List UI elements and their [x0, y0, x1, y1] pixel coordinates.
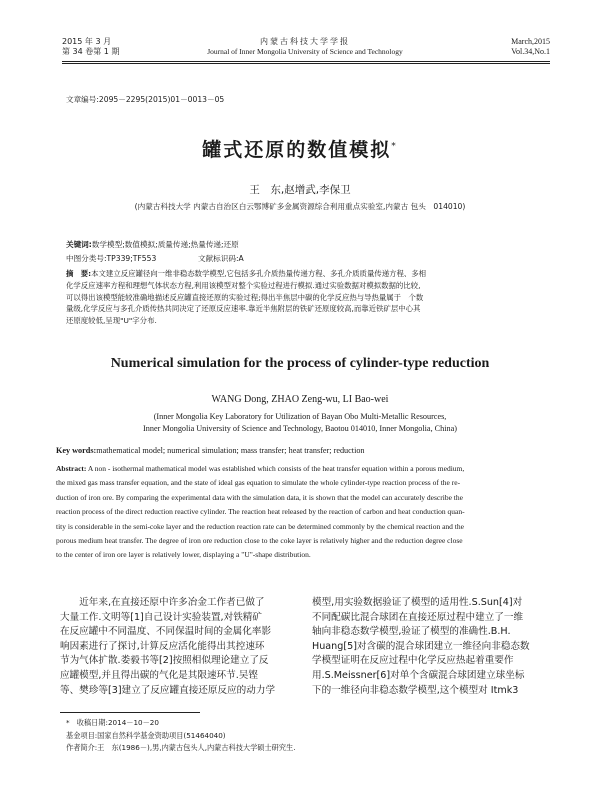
- affiliation-cn: (内蒙古科技大学 内蒙古自治区白云鄂博矿多金属资源综合利用重点实验室,内蒙古 包头 014010): [134, 202, 466, 211]
- header-rule: [62, 61, 550, 62]
- title-footnote-mark: *: [391, 141, 398, 152]
- header-journal-en: Journal of Inner Mongolia University of Science and Technology: [207, 47, 403, 56]
- keywords-en-text: mathematical model; numerical simulation; mass transfer; heat transfer; reduction: [96, 446, 365, 455]
- body-line: 大量工作.文明等[1]自己设计实验装置,对铁精矿: [60, 611, 262, 623]
- abstract-en-line: duction of iron ore. By comparing the experimental data with the simulation data, it is shown that the model can accurately describe the: [56, 492, 463, 502]
- clc-number: 中图分类号:TP339;TF553: [66, 254, 157, 263]
- footnote-rule: [60, 712, 200, 713]
- header-volume: 第 34 卷第 1 期: [62, 47, 120, 56]
- keywords-en-label: Key words:: [56, 446, 97, 455]
- abstract-en-line: tity is considerable in the semi-coke layer and the reduction reaction rate can be determined commonly by the chemical reaction and the: [56, 521, 464, 531]
- header-rule-thin: [62, 63, 550, 64]
- footnotes: [66, 717, 546, 755]
- body-line: 响因素进行了探讨,计算反应活化能得出其控速环: [60, 640, 265, 652]
- body-line: 在反应罐中不同温度、不同保温时间的金属化率影: [60, 626, 272, 638]
- abstract-en-line: porous medium heat transfer. The degree of iron ore reduction close to the coke layer is relatively higher and the reduction degree close: [56, 536, 463, 546]
- doc-code: 文献标识码:A: [198, 254, 244, 263]
- body-line: 不同配碳比混合球团在直接还原过程中建立了一维: [312, 611, 524, 623]
- abstract-cn-line: 摘 要:本文建立反应罐径向一维非稳态数学模型,它包括多孔介质热量传递方程、多孔介质质量传递方程、多相: [66, 269, 427, 278]
- abstract-cn-line: 还原度较低,呈现"U"字分布.: [66, 316, 157, 326]
- affiliation-en-line: (Inner Mongolia Key Laboratory for Utilization of Bayan Obo Multi-Metallic Resources,: [153, 412, 447, 421]
- authors-cn: 王 东,赵增武,李保卫: [249, 184, 351, 196]
- body-line: 学模型证明在反应过程中化学反应热起着重要作: [312, 655, 514, 667]
- abstract-en-line: reaction process of the direct reduction reactive cylinder. The reaction heat released by the reaction of carbon and heat conduction quan-: [56, 507, 465, 517]
- footnote-fund: 基金项目:国家自然科学基金资助项目(51464040): [66, 730, 226, 740]
- body-left-column: [60, 596, 298, 698]
- abstract-en-line: Abstract: A non - isothermal mathematical model was established which consists of the heat transfer equation within a porous medium,: [56, 464, 465, 473]
- body-line: Huang[5]对含碳的混合球团建立一维径向非稳态数: [312, 640, 530, 652]
- body-line: 下的一维径向非稳态数学模型,这个模型对 Itmk3: [312, 684, 519, 696]
- body-line: 近年来,在直接还原中许多冶金工作者已做了: [60, 597, 265, 608]
- abstract-en-label: Abstract:: [56, 464, 87, 473]
- abstract-en: [56, 462, 552, 563]
- abstract-cn-line: 可以得出该模型能较准确地描述反应罐直接还原的实验过程;得出半焦层中碳的化学反应热与导热量属于 个数: [66, 292, 424, 302]
- body-line: 节为气体扩散.娄毅书等[2]按照相似理论建立了反: [60, 655, 269, 667]
- abstract-cn-line: 量级,化学反应与多孔介质传热共同决定了还原反应速率.靠近半焦附层的铁矿还原度较高,而靠近铁矿层中心其: [66, 304, 421, 314]
- authors-en: WANG Dong, ZHAO Zeng-wu, LI Bao-wei: [211, 394, 389, 405]
- abstract-cn: [66, 268, 546, 327]
- body-line: 用.S.Meissner[6]对单个含碳混合球团建立球坐标: [312, 669, 525, 681]
- body-line: 模型,用实验数据验证了模型的适用性.S.Sun[4]对: [312, 597, 523, 608]
- body-line: 等、樊珍等[3]建立了反应罐直接还原反应的动力学: [60, 684, 276, 696]
- abstract-cn-line: 化学反应速率方程和理想气体状态方程,利用该模型对整个实验过程进行模拟.通过实验数据对模拟数据的比较,: [66, 280, 421, 290]
- header-month: March,2015: [511, 37, 550, 46]
- body-right-column: [312, 596, 552, 698]
- footnote-mark: *: [66, 718, 70, 727]
- body-line: 轴向非稳态数学模型,验证了模型的准确性.B.H.: [312, 626, 511, 638]
- affiliation-en-line: Inner Mongolia University of Science and Technology, Baotou 014010, Inner Mongolia, China): [143, 424, 457, 433]
- paper-title-en: Numerical simulation for the process of cylinder-type reduction: [110, 356, 490, 371]
- footnote-received: * 收稿日期:2014－10－20: [66, 718, 159, 727]
- abstract-en-line: to the center of iron ore layer is relatively lower, displaying a "U"-shape distribution.: [56, 550, 311, 560]
- header-vol-no: Vol.34,No.1: [511, 47, 550, 56]
- abstract-cn-label: 摘 要:: [66, 269, 92, 278]
- affiliation-en: [40, 411, 560, 435]
- abstract-en-line: the mixed gas mass transfer equation, and the state of ideal gas equation to simulate the whole cylinder-type reaction process of the re-: [56, 478, 461, 488]
- paper-title-cn: [0, 135, 600, 162]
- header-date: 2015 年 3 月: [62, 37, 112, 46]
- paper-title-cn-text: 罐式还原的数值模拟: [202, 139, 392, 161]
- footnote-author: 作者简介:王 东(1986－),男,内蒙古包头人,内蒙古科技大学硕士研究生.: [66, 743, 296, 752]
- keywords-cn-label: 关键词:: [66, 240, 92, 249]
- keywords-en: [56, 446, 556, 455]
- article-number: 文章编号:2095－2295(2015)01－0013－05: [66, 95, 225, 104]
- keywords-cn: [66, 240, 546, 251]
- keywords-cn-text: 数学模型;数值模拟;质量传递;热量传递;还原: [91, 240, 239, 249]
- body-line: 应罐模型,并且得出碳的气化是其限速环节.吴铿: [60, 669, 258, 681]
- header-journal-cn: 内蒙古科技大学学报: [260, 37, 350, 46]
